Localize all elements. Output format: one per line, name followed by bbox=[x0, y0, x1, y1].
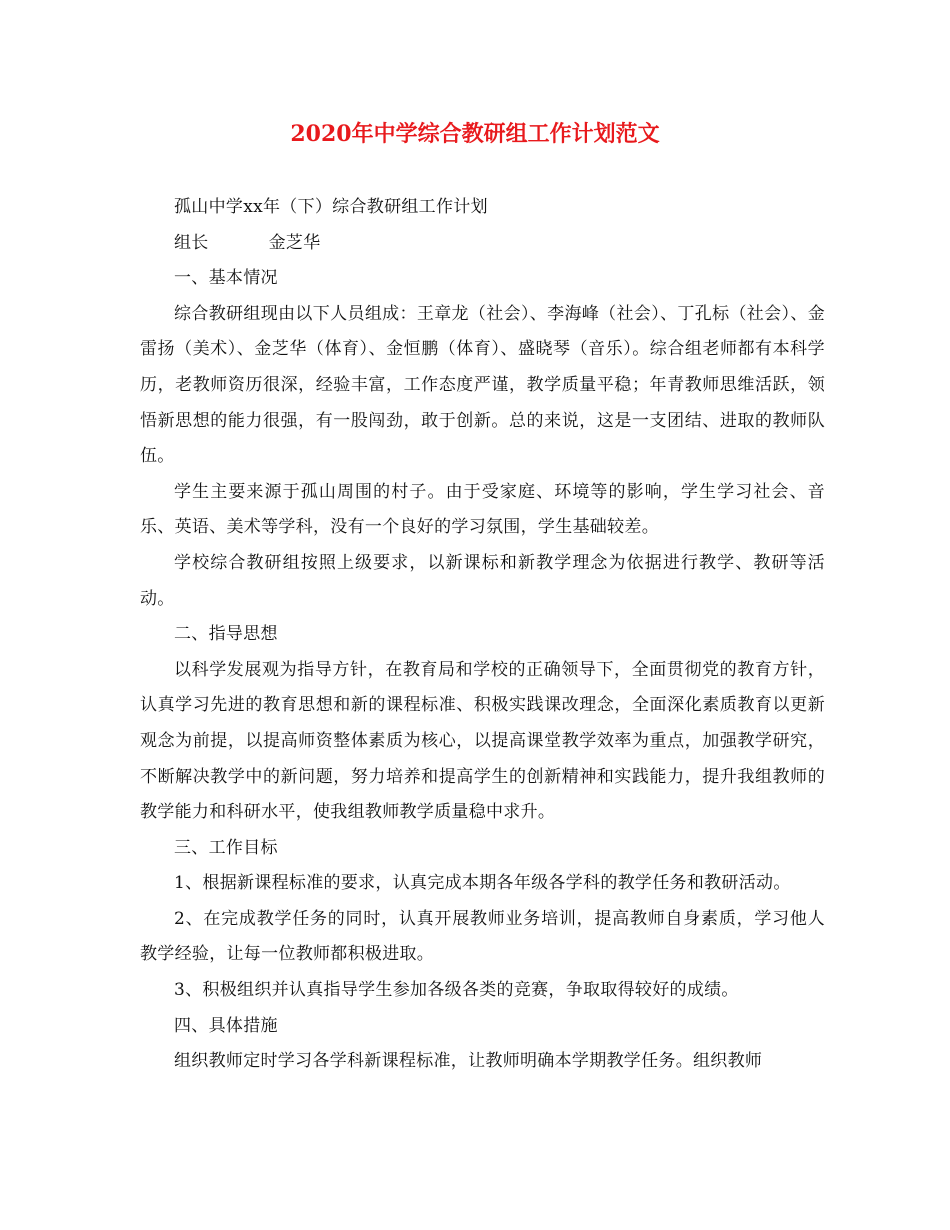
paragraph-students: 学生主要来源于孤山周围的村子。由于受家庭、环境等的影响，学生学习社会、音乐、英语、美术等学科，没有一个良好的学习氛围，学生基础较差。 bbox=[140, 481, 825, 538]
group-leader-line bbox=[140, 226, 825, 262]
paragraph-measures: 组织教师定时学习各学科新课程标准，让教师明确本学期教学任务。组织教师 bbox=[174, 1051, 763, 1072]
paragraph-guiding-ideology: 以科学发展观为指导方针，在教育局和学校的正确领导下，全面贯彻党的教育方针，认真学习先进的教育思想和新的课程标准、积极实践课改理念，全面深化素质教育以更新观念为前提，以提高师资整体素质为核心，以提高课堂教学效率为重点，加强教学研究，不断解决教学中的新问题，努力培养和提高学生的创新精神和实践能力，提升我组教师的教学能力和科研水平，使我组教师教学质量稳中求升。 bbox=[140, 659, 825, 823]
plan-subtitle: 孤山中学xx年（下）综合教研组工作计划 bbox=[174, 197, 488, 217]
section-heading-work-goals: 三、工作目标 bbox=[174, 837, 278, 858]
paragraph-requirements: 学校综合教研组按照上级要求，以新课标和新教学理念为依据进行教学、教研等活动。 bbox=[140, 552, 825, 609]
leader-name: 金芝华 bbox=[268, 232, 321, 253]
goal-item-2: 2、在完成教学任务的同时，认真开展教师业务培训，提高教师自身素质，学习他人教学经验，让每一位教师都积极进取。 bbox=[140, 908, 825, 965]
paragraph-members: 综合教研组现由以下人员组成：王章龙（社会）、李海峰（社会）、丁孔标（社会）、金雷扬（美术）、金芝华（体育）、金恒鹏（体育）、盛晓琴（音乐）。综合组老师都有本科学历，老教师资历很深，经验丰富，工作态度严谨，教学质量平稳；年青教师思维活跃，领悟新思想的能力很强，有一股闯劲，敢于创新。总的来说，这是一支团结、进取的教师队伍。 bbox=[140, 303, 825, 467]
leader-label: 组长 bbox=[174, 232, 209, 253]
section-heading-measures: 四、具体措施 bbox=[174, 1015, 278, 1036]
section-heading-guiding-ideology: 二、指导思想 bbox=[174, 624, 278, 645]
document-title: 2020年中学综合教研组工作计划范文 bbox=[290, 121, 660, 147]
section-heading-basic-situation: 一、基本情况 bbox=[174, 268, 278, 289]
document-body bbox=[140, 190, 825, 1080]
goal-item-1: 1、根据新课程标准的要求，认真完成本期各年级各学科的教学任务和教研活动。 bbox=[174, 873, 791, 894]
goal-item-3: 3、积极组织并认真指导学生参加各级各类的竞赛，争取取得较好的成绩。 bbox=[174, 980, 739, 1001]
